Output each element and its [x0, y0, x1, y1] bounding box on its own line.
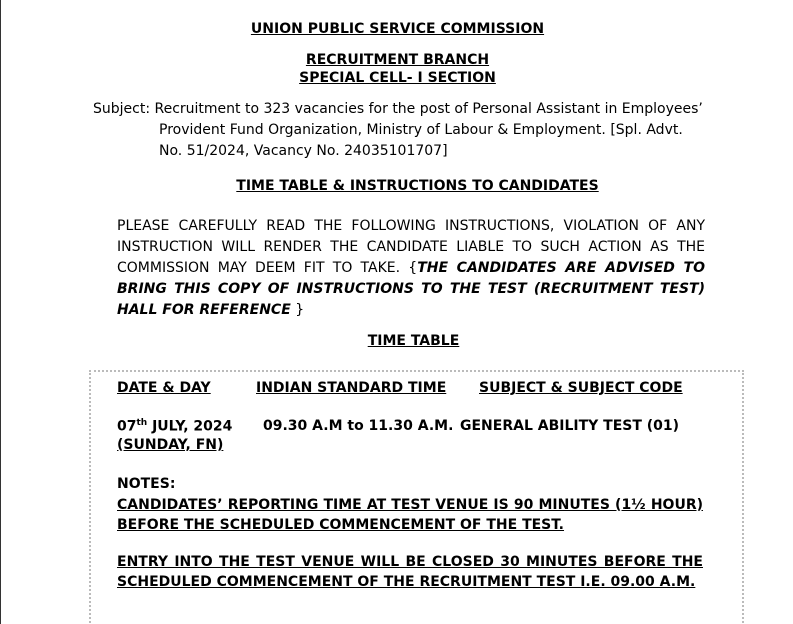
instructions-paragraph [117, 216, 705, 321]
row-date-rest: JULY, 2024 [147, 418, 233, 435]
subject-line-1: Subject: Recruitment to 323 vacancies for the post of Personal Assistant in Employees’ [93, 101, 703, 117]
timetable-heading: TIME TABLE [367, 333, 460, 349]
subject-line-3: No. 51/2024, Vacancy No. 24035101707] [159, 143, 448, 159]
subject-block [93, 99, 713, 162]
section-title: SPECIAL CELL- I SECTION [299, 70, 496, 86]
col-subject: SUBJECT & SUBJECT CODE [479, 380, 683, 396]
note-reporting-time: CANDIDATES’ REPORTING TIME AT TEST VENUE IS 90 MINUTES (1½ HOUR) BEFORE THE SCHEDULED COMMENCEMENT OF THE TEST. [117, 497, 703, 533]
col-time: INDIAN STANDARD TIME [256, 380, 447, 396]
row-date-sup: th [136, 418, 148, 428]
instructions-emphasis: THE CANDIDATES ARE ADVISED TO BRING THIS COPY OF INSTRUCTIONS TO THE TEST (RECRUITMENT TEST) HALL FOR REFERENCE [117, 260, 705, 318]
instructions-heading: TIME TABLE & INSTRUCTIONS TO CANDIDATES [236, 178, 599, 194]
row-subject: GENERAL ABILITY TEST (01) [460, 418, 680, 434]
row-time: 09.30 A.M to 11.30 A.M. [263, 418, 454, 434]
branch-title: RECRUITMENT BRANCH [305, 52, 490, 68]
subject-line-2: Provident Fund Organization, Ministry of Labour & Employment. [Spl. Advt. [159, 122, 683, 138]
org-title: UNION PUBLIC SERVICE COMMISSION [250, 21, 545, 37]
instructions-close: } [290, 302, 305, 318]
row-date-day: 07 [117, 418, 137, 435]
notes-label: NOTES: [117, 476, 176, 492]
col-date-day: DATE & DAY [117, 380, 211, 396]
row-day: (SUNDAY, FN) [117, 437, 224, 453]
note-entry-closed: ENTRY INTO THE TEST VENUE WILL BE CLOSED 30 MINUTES BEFORE THE SCHEDULED COMMENCEMENT OF THE RECRUITMENT TEST I.E. 09.00 A.M. [117, 554, 703, 590]
row-date [117, 418, 232, 435]
instructions-text: PLEASE CAREFULLY READ THE FOLLOWING INSTRUCTIONS, VIOLATION OF ANY INSTRUCTION WILL RENDER THE CANDIDATE LIABLE TO SUCH ACTION AS THE COMMISSION MAY DEEM FIT TO TAKE. { [117, 218, 705, 276]
